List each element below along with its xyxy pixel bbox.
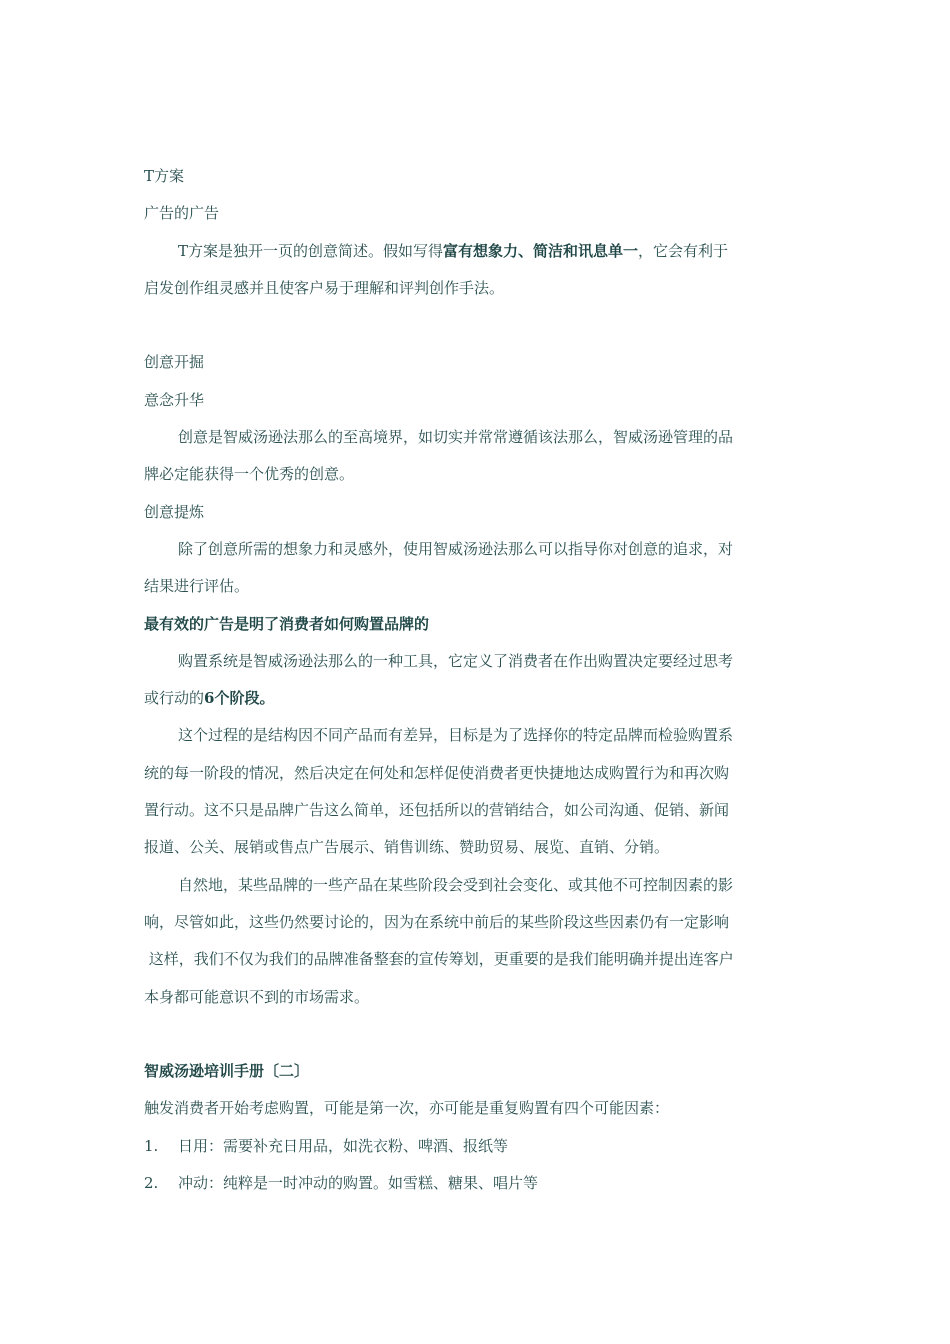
creative-refine-heading: 创意提炼 xyxy=(144,502,205,521)
process-paragraph-line-1: 这个过程的是结构因不同产品而有差异，目标是为了选择你的特定品牌而检验购置系 xyxy=(178,726,734,745)
purchase-paragraph-line-2 xyxy=(144,680,810,717)
purchase-paragraph-line-1: 购置系统是智威汤逊法那么的一种工具，它定义了消费者在作出购置决定要经过思考 xyxy=(178,651,734,670)
t-plan-paragraph-line-2: 启发创作组灵感并且使客户易于理解和评判创作手法。 xyxy=(144,278,505,297)
natural-paragraph-line-2: 响，尽管如此，这些仍然要讨论的，因为在系统中前后的某些阶段这些因素仍有一定影响 xyxy=(144,912,730,931)
process-paragraph-line-2: 统的每一阶段的情况，然后决定在何处和怎样促使消费者更快捷地达成购置行为和再次购 xyxy=(144,763,730,782)
ad-of-ad-heading: 广告的广告 xyxy=(144,204,220,223)
spacer xyxy=(144,307,810,344)
spacer xyxy=(144,1016,810,1053)
effective-ad-heading: 最有效的广告是明了消费者如何购置品牌的 xyxy=(144,614,430,633)
t-plan-text-b: ，它会有利于 xyxy=(638,241,729,260)
trigger-intro: 触发消费者开始考虑购置，可能是第一次，亦可能是重复购置有四个可能因素： xyxy=(144,1099,670,1118)
list-text: 冲动：纯粹是一时冲动的购置。如雪糕、糖果、唱片等 xyxy=(178,1174,539,1193)
t-plan-text-a: T方案是独开一页的创意简述。假如写得 xyxy=(178,241,444,260)
list-item xyxy=(144,1165,810,1202)
creative-dig-heading: 创意开掘 xyxy=(144,353,205,372)
natural-paragraph-line-4: 本身都可能意识不到的市场需求。 xyxy=(144,987,370,1006)
purchase-text: 或行动的 xyxy=(144,689,205,708)
t-plan-paragraph-line-1 xyxy=(144,233,810,270)
creative-paragraph-line-2: 牌必定能获得一个优秀的创意。 xyxy=(144,465,355,484)
list-number: 2. xyxy=(144,1174,159,1193)
natural-paragraph-line-3: 这样，我们不仅为我们的品牌准备整套的宣传筹划，更重要的是我们能明确并提出连客户 xyxy=(144,950,734,969)
t-plan-title: T方案 xyxy=(144,167,185,185)
creative-paragraph-line-1: 创意是智威汤逊法那么的至高境界，如切实并常常遵循该法那么，智威汤逊管理的品 xyxy=(178,428,734,447)
document-page xyxy=(144,158,810,1202)
list-item xyxy=(144,1128,810,1165)
manual-heading: 智威汤逊培训手册〔二〕 xyxy=(144,1062,310,1081)
idea-sublime-heading: 意念升华 xyxy=(144,390,205,409)
process-paragraph-line-4: 报道、公关、展销或售点广告展示、销售训练、赞助贸易、展览、直销、分销。 xyxy=(144,838,670,857)
six-stages-emphasis: 6个阶段。 xyxy=(204,689,275,708)
natural-paragraph-line-1: 自然地，某些品牌的一些产品在某些阶段会受到社会变化、或其他不可控制因素的影 xyxy=(178,875,734,894)
t-plan-emphasis: 富有想象力、简洁和讯息单一 xyxy=(443,241,639,260)
refine-paragraph-line-1: 除了创意所需的想象力和灵感外，使用智威汤逊法那么可以指导你对创意的追求，对 xyxy=(178,539,734,558)
refine-paragraph-line-2: 结果进行评估。 xyxy=(144,577,250,596)
list-number: 1. xyxy=(144,1136,159,1155)
process-paragraph-line-3: 置行动。这不只是品牌广告这么简单，还包括所以的营销结合，如公司沟通、促销、新闻 xyxy=(144,801,730,820)
list-text: 日用：需要补充日用品，如洗衣粉、啤酒、报纸等 xyxy=(178,1136,509,1155)
